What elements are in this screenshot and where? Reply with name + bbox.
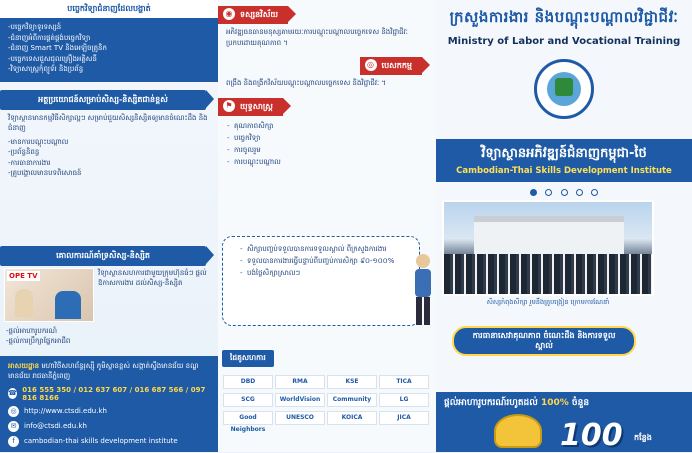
photo-caption: សិស្សកំពុងសិក្សា រួមនឹងគ្រូបង្រៀន ក្រោមការណែនាំ — [486, 298, 610, 306]
partner-logo: SCG — [223, 393, 273, 407]
list-item: -បច្ចេកវិទ្យាទូរទស្សន៍ — [8, 23, 62, 31]
list-item: -ផ្តល់អាហារូបករណ៍ — [6, 327, 58, 335]
partner-logo: DBD — [223, 375, 273, 389]
list-item: -ជំនាញ Smart TV និងអេឡិចត្រូនិក — [8, 44, 107, 52]
email-link[interactable]: info@ctsdi.edu.kh — [24, 422, 87, 431]
address-label: អាសយដ្ឋាន — [8, 362, 40, 370]
partner-logos — [222, 373, 432, 433]
courses-title: បច្ចេកវិទ្យាជំនាញដែលបង្ហាត់ — [0, 0, 218, 19]
institute-banner — [436, 139, 692, 182]
support-title: គោលការណ៍គាំទ្រសិស្ស-និស្សិត — [0, 246, 206, 266]
course-list — [0, 19, 218, 78]
phone-numbers: 016 555 350 / 012 637 607 / 016 687 566 / 097 816 8166 — [22, 385, 206, 402]
partner-logo: TICA — [379, 375, 429, 389]
seat-count: 100 — [560, 418, 623, 453]
teacher-figure — [55, 291, 81, 319]
strategy-list — [218, 116, 436, 173]
list-item: -គ្រូបង្គោលមានបទពិសោធន៍ — [8, 169, 82, 177]
email-icon: ✉ — [8, 421, 19, 432]
flag-icon: ⚑ — [223, 100, 235, 112]
benefits-list — [0, 137, 218, 179]
partner-logo: JICA — [379, 411, 429, 425]
student-group — [444, 254, 652, 294]
list-item: -បច្ចេកទេសជួសជុលគ្រឿងអគ្គិសនី — [8, 54, 97, 63]
list-item: - ការចូលរួម — [226, 144, 428, 156]
list-item: -វិទ្យាសាស្ត្រកុំព្យូទ័រ និងប្រព័ន្ធ — [8, 65, 84, 73]
dot-icon[interactable] — [561, 189, 568, 196]
partner-logo: RMA — [275, 375, 325, 389]
partner-logo: Good Neighbors — [223, 411, 273, 425]
list-item: -មានការបណ្តុះបណ្តាល — [8, 137, 69, 146]
partner-logo: Community — [327, 393, 377, 407]
student-figure — [15, 289, 33, 317]
vision-section — [218, 6, 436, 51]
dot-icon[interactable] — [591, 189, 598, 196]
scholarship-pre: ផ្តល់អាហារូបករណ៍រហូតដល់ — [444, 398, 538, 408]
scholarship-post: ចំនួន — [571, 398, 590, 408]
website-row[interactable] — [8, 406, 210, 417]
facebook-link[interactable]: cambodian-thai skills development institute — [24, 437, 178, 446]
list-item: -ផ្តល់ការប្រឹក្សាផ្នែកអាជីព — [6, 337, 71, 346]
list-item: - គុណភាពសិក្សា — [226, 120, 428, 132]
address — [8, 362, 210, 382]
list-item: - ការបណ្តុះបណ្តាល — [226, 156, 428, 168]
benefit-callout — [222, 236, 420, 326]
website-link[interactable]: http://www.ctsdi.edu.kh — [24, 407, 107, 416]
support-section — [0, 246, 218, 266]
globe-icon: ◎ — [8, 406, 19, 417]
partner-logo: KSE — [327, 375, 377, 389]
list-item: -ជំនាញអំពីការផ្គត់ផ្គង់បច្ចេកវិទ្យា — [8, 33, 91, 42]
list-item: - បង់ថ្លៃសិក្សាស្រាលៗ — [239, 267, 409, 279]
partners-section — [222, 350, 432, 450]
classroom-photo — [4, 268, 94, 322]
target-icon: ◎ — [365, 59, 377, 71]
quality-quote: ការធានាសេវាគុណភាព ចំណេះដឹង និងការទទួលស្គាល់ — [452, 326, 636, 356]
benefits-text: វិទ្យាស្ថានមានកម្មវិធីសិក្សាល្អៗ សម្រាប់ជួយសិស្សនិស្សិតឲ្យមានចំណេះដឹង និងជំនាញ — [8, 113, 208, 132]
strategy-title: យុទ្ធសាស្ត្រ — [240, 101, 273, 111]
carousel-dots — [436, 189, 692, 198]
institute-logo — [534, 59, 594, 119]
seat-unit: កន្លែង — [634, 433, 652, 442]
dot-icon[interactable] — [530, 189, 537, 196]
list-item: - ទទួលបានការងារធ្វើបន្ទាប់ពីបញ្ចប់ការសិក្សា ៩០-១០០% — [239, 255, 409, 267]
courses-section — [0, 0, 218, 82]
list-item: - បច្ចេកវិទ្យា — [226, 132, 428, 144]
ministry-title-kh: ក្រសួងការងារ និងបណ្តុះបណ្តាលវិជ្ជាជីវៈ — [449, 8, 679, 26]
dot-icon[interactable] — [576, 189, 583, 196]
mission-text: ពង្រឹង និងពង្រីកវិស័យបណ្តុះបណ្តាលបច្ចេកទេស និងវិជ្ជាជីវៈ ។ — [226, 79, 386, 87]
partner-logo: UNESCO — [275, 411, 325, 425]
group-photo — [442, 200, 654, 296]
strategy-tag — [218, 98, 283, 116]
contact-footer — [0, 356, 218, 452]
tv-sign: OPE TV — [9, 272, 38, 280]
mission-title: បេសកកម្ម — [381, 61, 412, 70]
list-item: -ការធានាការងារ — [8, 158, 51, 167]
facebook-icon: f — [8, 436, 19, 447]
support-text: វិទ្យាស្ថានសហការជាមួយក្រុមហ៊ុនធំៗ ផ្តល់ឱកាសការងារ ដល់សិស្ស-និស្សិត — [98, 269, 207, 288]
email-row[interactable] — [8, 421, 210, 432]
institute-name-kh: វិទ្យាស្ថានអភិវឌ្ឍន៍ជំនាញកម្ពុជា-ថៃ — [481, 146, 647, 161]
list-item: - សិក្សាបញ្ចប់ទទួលបានការទទួលស្គាល់ ពីក្រសួងការងារ — [239, 243, 409, 255]
vision-text: អភិវឌ្ឍធនធានមនុស្សតាមរយៈការបណ្តុះបណ្តាលបច្ចេកទេស និងវិជ្ជាជីវៈ ប្រកបដោយគុណភាព ។ — [226, 28, 408, 47]
middle-panel — [218, 0, 436, 452]
mission-section — [218, 57, 436, 75]
eye-icon: ◉ — [223, 8, 235, 20]
partners-title: ដៃគូសហការ — [222, 350, 274, 367]
support-list — [6, 326, 214, 346]
address-text: មហាវិថីសហព័ន្ធរុស្ស៊ី ភូមិស្ពានខ្ពស់ សង្កាត់ស្ទឹងមានជ័យ ខណ្ឌមានជ័យ រាជធានីភ្នំពេញ — [8, 362, 199, 380]
partner-logo: LG — [379, 393, 429, 407]
institute-name-en: Cambodian-Thai Skills Development Institute — [456, 166, 672, 176]
facebook-row[interactable] — [8, 436, 210, 447]
strategy-section — [218, 98, 436, 173]
building — [474, 216, 624, 256]
scholarship-text — [436, 392, 692, 415]
phone-row — [8, 386, 210, 402]
vision-tag — [218, 6, 288, 24]
partner-logo: WorldVision — [275, 393, 325, 407]
left-panel — [0, 0, 218, 452]
vision-title: ទស្សនវិស័យ — [240, 10, 278, 19]
partner-logo: KOICA — [327, 411, 377, 425]
dot-icon[interactable] — [545, 189, 552, 196]
coins-icon — [494, 414, 542, 448]
logo-emblem — [555, 78, 573, 96]
callout-list — [235, 243, 413, 279]
mascot-figure — [410, 252, 436, 328]
mission-tag — [360, 57, 422, 75]
list-item: -ប្រព័ន្ធនិពន្ធ — [8, 148, 40, 156]
ministry-title-en: Ministry of Labor and Vocational Training — [447, 36, 681, 47]
benefits-section — [0, 90, 218, 179]
benefits-title: អត្ថប្រយោជន៍សម្រាប់សិស្ស-និស្សិតជាន់ខ្ពស់ — [0, 90, 206, 110]
phone-icon: ☎ — [8, 389, 18, 398]
scholarship-percent: 100% — [540, 398, 569, 408]
